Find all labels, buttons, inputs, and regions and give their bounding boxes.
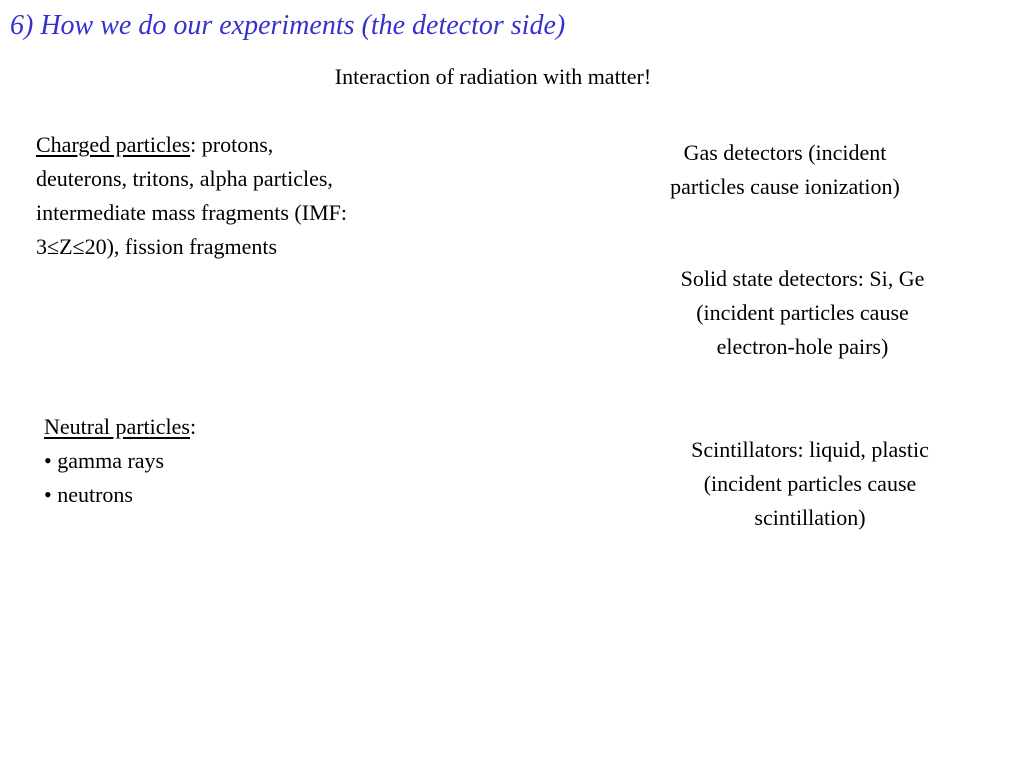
scintillators-line: Scintillators: liquid, plastic bbox=[691, 437, 929, 462]
gas-detectors-line: particles cause ionization) bbox=[670, 174, 900, 199]
charged-particles-heading-suffix: : protons, bbox=[190, 132, 274, 157]
neutral-particles-heading-suffix: : bbox=[190, 414, 197, 439]
charged-particles-line: deuterons, tritons, alpha particles, bbox=[36, 166, 333, 191]
neutral-particles-block bbox=[44, 410, 344, 512]
charged-particles-block bbox=[36, 128, 456, 264]
solid-state-detectors-block bbox=[630, 262, 975, 364]
solid-state-detectors-line: electron-hole pairs) bbox=[716, 334, 889, 359]
charged-particles-line: intermediate mass fragments (IMF: bbox=[36, 200, 347, 225]
scintillators-block bbox=[640, 433, 980, 535]
neutral-particle-item: • neutrons bbox=[44, 482, 133, 507]
solid-state-detectors-line: (incident particles cause bbox=[696, 300, 909, 325]
charged-particles-heading-line bbox=[36, 128, 456, 162]
neutral-particles-heading-line bbox=[44, 410, 344, 444]
gas-detectors-line: Gas detectors (incident bbox=[683, 140, 887, 165]
scintillators-line: scintillation) bbox=[754, 505, 866, 530]
slide-title: 6) How we do our experiments (the detector side) bbox=[10, 10, 566, 41]
slide-subtitle: Interaction of radiation with matter! bbox=[334, 64, 652, 89]
scintillators-line: (incident particles cause bbox=[703, 471, 917, 496]
neutral-particles-heading: Neutral particles bbox=[44, 414, 190, 439]
solid-state-detectors-line: Solid state detectors: Si, Ge bbox=[680, 266, 925, 291]
charged-particles-line: 3≤Z≤20), fission fragments bbox=[36, 234, 278, 259]
neutral-particle-item: • gamma rays bbox=[44, 448, 165, 473]
gas-detectors-block bbox=[620, 136, 950, 204]
charged-particles-heading: Charged particles bbox=[36, 132, 191, 157]
